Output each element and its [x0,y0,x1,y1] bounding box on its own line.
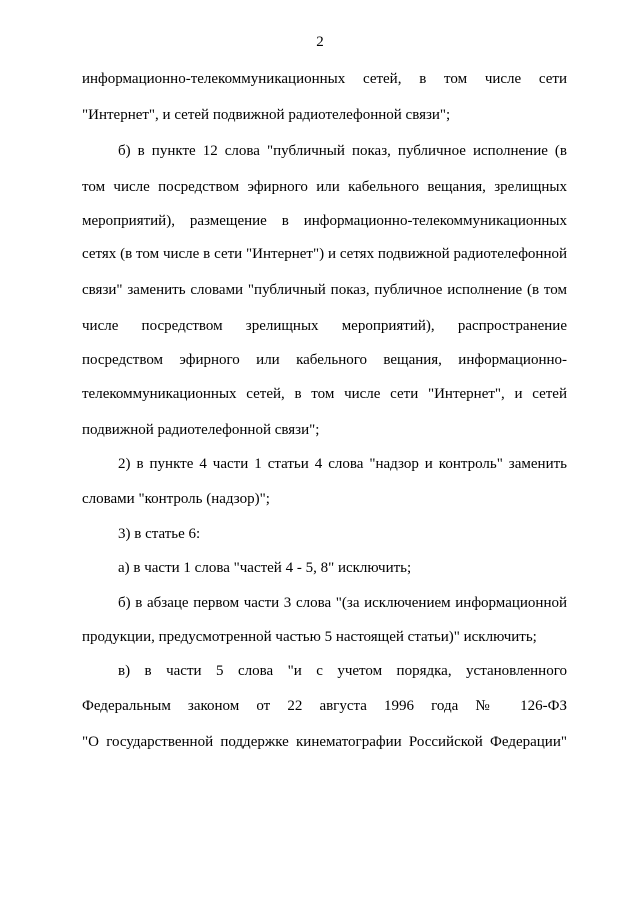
text-line: связи" заменить словами "публичный показ, публичное исполнение (в том [82,282,567,298]
text-line: в) в части 5 слова "и с учетом порядка, установленного [118,663,567,679]
text-line: подвижной радиотелефонной связи"; [82,422,320,438]
text-line: а) в части 1 слова "частей 4 - 5, 8" исключить; [118,560,412,576]
text-line: б) в абзаце первом части 3 слова "(за исключением информационной [118,595,567,611]
text-line: мероприятий), размещение в информационно-телекоммуникационных [82,213,567,229]
text-line: 3) в статье 6: [118,526,201,542]
text-line: словами "контроль (надзор)"; [82,491,270,507]
text-line: том числе посредством эфирного или кабельного вещания, зрелищных [82,179,567,195]
text-line: информационно-телекоммуникационных сетей, в том числе сети [82,71,567,87]
text-line: "О государственной поддержке кинематографии Российской Федерации" [82,734,567,750]
text-line: сетях (в том числе в сети "Интернет") и сетях подвижной радиотелефонной [82,246,567,262]
text-line: числе посредством зрелищных мероприятий), распространение [82,318,567,334]
text-line: Федеральным законом от 22 августа 1996 года № 126-ФЗ [82,698,567,714]
text-line: телекоммуникационных сетей, в том числе сети "Интернет", и сетей [82,386,567,402]
text-line: б) в пункте 12 слова "публичный показ, публичное исполнение (в [118,143,567,159]
page-number: 2 [316,34,324,50]
text-line: посредством эфирного или кабельного вещания, информационно- [82,352,567,368]
text-line: 2) в пункте 4 части 1 статьи 4 слова "надзор и контроль" заменить [118,456,567,472]
text-line: "Интернет", и сетей подвижной радиотелефонной связи"; [82,107,451,123]
text-line: продукции, предусмотренной частью 5 настоящей статьи)" исключить; [82,629,537,645]
